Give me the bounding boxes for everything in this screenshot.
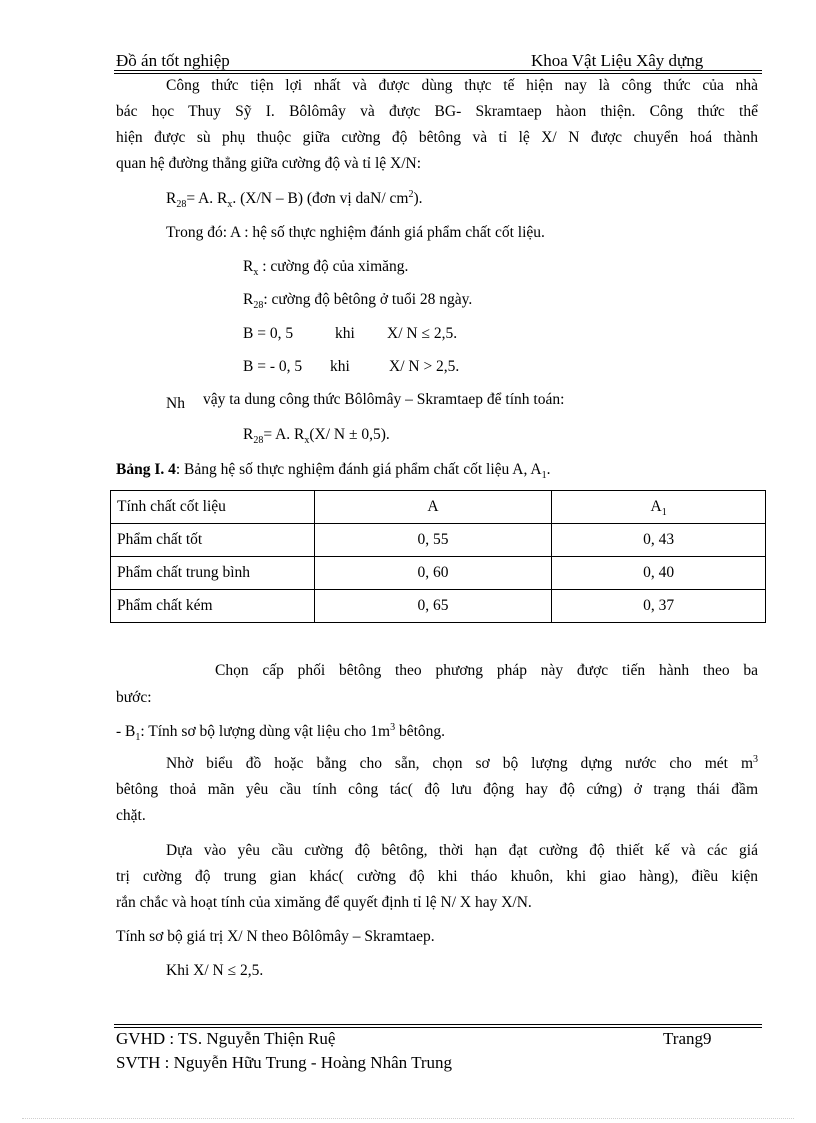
- cond-b1-eq: B = 0, 5: [243, 325, 294, 342]
- para1-line3: hiện được sù phụ thuộc giữa cường độ bêtông và tỉ lệ X/ N được chuyển hoá thành: [116, 129, 758, 146]
- cond-b2-cond: X/ N > 2,5.: [389, 358, 460, 375]
- table-cell: Phẩm chất trung bình: [111, 557, 315, 590]
- page-bottom-edge: [22, 1118, 794, 1119]
- nh-text: vậy ta dung công thức Bôlômây – Skramtaep để tính toán:: [203, 391, 565, 408]
- cond-b1-khi: khi: [335, 325, 355, 342]
- table-row: [111, 590, 766, 623]
- table-row: [111, 557, 766, 590]
- cond-b2-eq: B = - 0, 5: [243, 358, 303, 375]
- para3-line1: Nhờ biểu đồ hoặc bằng cho sẵn, chọn sơ bộ lượng dựng nước cho mét $m^3$: [166, 753, 758, 772]
- table-cell: Phẩm chất kém: [111, 590, 315, 623]
- para2-line1: Chọn cấp phối bêtông theo phương pháp này được tiến hành theo ba: [215, 662, 758, 679]
- table-row: [111, 524, 766, 557]
- footer-page: Trang9: [663, 1029, 712, 1048]
- para2-line2: bước:: [116, 689, 152, 706]
- para6: Khi X/ N ≤ 2,5.: [166, 962, 264, 979]
- where-a: Trong đó: A : hệ số thực nghiệm đánh giá phẩm chất cốt liệu.: [166, 224, 545, 241]
- table-header-row: [111, 491, 766, 524]
- table-cell: 0, 40: [552, 557, 766, 590]
- header-rule-2: [114, 73, 762, 74]
- step1: - $B_1$: Tính sơ bộ lượng dùng vật liệu cho $1m^3$ bêtông.: [116, 721, 445, 744]
- footer-rule-2: [114, 1027, 762, 1028]
- header-right: Khoa Vật Liệu Xây dựng: [531, 51, 704, 70]
- coefficient-table: [110, 490, 766, 623]
- formula-r28-2: $R_{28}= A$. $R_x(X/$ N ± 0,5).: [243, 426, 390, 447]
- para1-line2: bác học Thuy Sỹ I. Bôlômây và được BG- Skramtaep hàon thiện. Công thức thể: [116, 103, 758, 120]
- table-cell: 0, 37: [552, 590, 766, 623]
- cond-b2-khi: khi: [330, 358, 350, 375]
- table-caption: Bảng I. 4: Bảng hệ số thực nghiệm đánh giá phẩm chất cốt liệu A, $A_1$.: [116, 461, 551, 482]
- para5: Tính sơ bộ giá trị X/ N theo Bôlômây – Skramtaep.: [116, 928, 435, 945]
- para3-line3: chặt.: [116, 807, 146, 824]
- para3-line2: bêtông thoả mãn yêu cầu tính công tác( độ lưu động hay độ cứng) ở trạng thái đầm: [116, 781, 758, 798]
- table-cell: Phẩm chất tốt: [111, 524, 315, 557]
- table-header-cell: Tính chất cốt liệu: [111, 491, 315, 524]
- cond-b1-cond: X/ N ≤ 2,5.: [387, 325, 458, 342]
- para1-line4: quan hệ đường thẳng giữa cường độ và tỉ lệ X/N:: [116, 155, 422, 172]
- footer-rule: [114, 1024, 762, 1025]
- def-r28: $R_{28}$: cường độ bêtông ở tuổi 28 ngày.: [243, 291, 473, 312]
- para4-line2: trị cường độ trung gian khác( cường độ khi tháo khuôn, khi giao hàng), điều kiện: [116, 868, 758, 885]
- nh-prefix: Nh: [166, 395, 185, 412]
- footer-gvhd: GVHD : TS. Nguyễn Thiện Ruệ: [116, 1029, 336, 1048]
- para4-line3: rắn chắc và hoạt tính của ximăng để quyết định tỉ lệ N/ X hay X/N.: [116, 894, 532, 911]
- def-rx: $R_x$ : cường độ của ximăng.: [243, 258, 409, 279]
- table-header-cell: $A_1$: [552, 491, 766, 524]
- table-cell: 0, 60: [314, 557, 552, 590]
- para1-line1: Công thức tiện lợi nhất và được dùng thực tế hiện nay là công thức của nhà: [166, 77, 758, 94]
- table-cell: 0, 55: [314, 524, 552, 557]
- table-cell: 0, 65: [314, 590, 552, 623]
- table-header-cell: A: [314, 491, 552, 524]
- footer-svth: SVTH : Nguyễn Hữu Trung - Hoàng Nhân Trung: [116, 1053, 453, 1072]
- para4-line1: Dựa vào yêu cầu cường độ bêtông, thời hạn đạt cường độ thiết kế và các giá: [166, 842, 758, 859]
- table-cell: 0, 43: [552, 524, 766, 557]
- formula-r28: $R_{28}= A$. $R_x$. (X/N – B) (đơn vị daN/ $cm^2$).: [166, 188, 423, 211]
- header-rule: [114, 70, 762, 71]
- header-left: Đồ án tốt nghiệp: [116, 51, 230, 70]
